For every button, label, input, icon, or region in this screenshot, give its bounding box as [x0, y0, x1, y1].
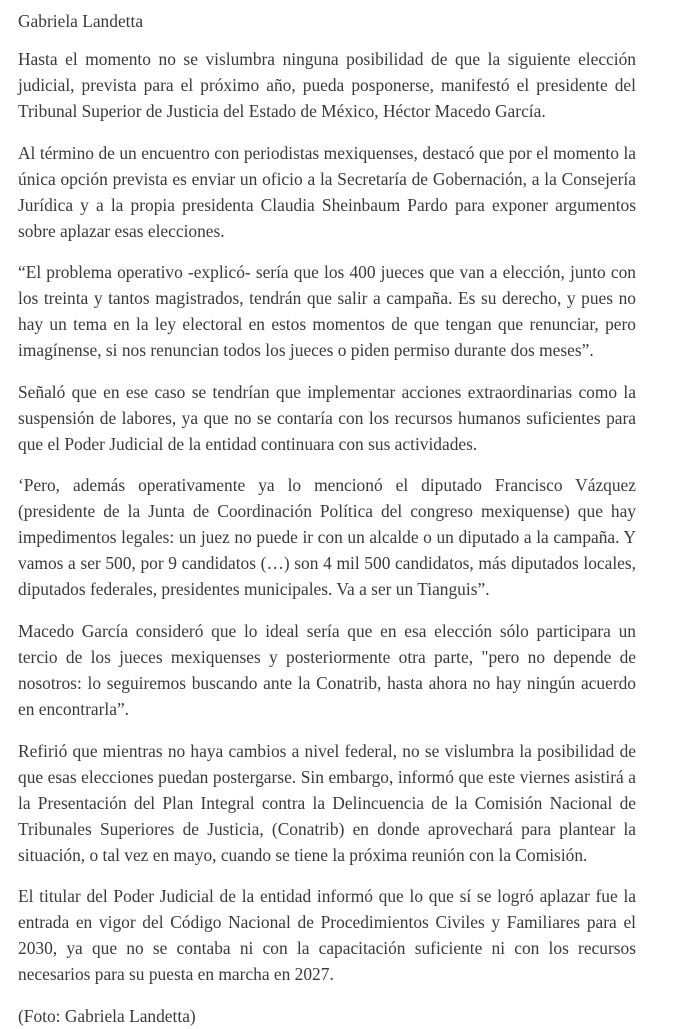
article-paragraph: Señaló que en ese caso se tendrían que implementar acciones extraordinarias como la suspensión de labores, ya que no se contaría con los recursos humanos suficientes para que el Poder Judicial de la entidad continuara con sus actividades. — [18, 381, 636, 454]
article-paragraph: “El problema operativo -explicó- sería que los 400 jueces que van a elección, junto con los treinta y tantos magistrados, tendrán que salir a campaña. Es su derecho, y pues no hay un tema en la ley electoral en estos momentos de que tengan que renunciar, pero imagínense, si nos renuncian todos los jueces o piden permiso durante dos meses”. — [18, 262, 636, 361]
article-paragraph: Hasta el momento no se vislumbra ninguna posibilidad de que la siguiente elección judicial, prevista para el próximo año, pueda posponerse, manifestó el presidente del Tribunal Superior de Justicia del Estado de México, Héctor Macedo García. — [18, 49, 636, 121]
article-paragraph: Al término de un encuentro con periodistas mexiquenses, destacó que por el momento la única opción prevista es enviar un oficio a la Secretaría de Gobernación, a la Consejería Jurídica y a la propia presidenta Claudia Sheinbaum Pardo para exponer argumentos sobre aplazar esas elecciones. — [18, 142, 636, 241]
article-paragraph: ‘Pero, además operativamente ya lo mencionó el diputado Francisco Vázquez (presidente de la Junta de Coordinación Política del congreso mexiquense) que hay impedimentos legales: un juez no puede ir con un alcalde o un diputado a la campaña. Y vamos a ser 500, por 9 candidatos (…) son 4 mil 500 candidatos, más diputados locales, diputados federales, presidentes municipales. Va a ser un Tianguis”. — [18, 475, 636, 600]
article-paragraph: Refirió que mientras no haya cambios a nivel federal, no se vislumbra la posibilidad de que esas elecciones puedan postergarse. Sin embargo, informó que este viernes asistirá a la Presentación del Plan Integral contra la Delincuencia de la Comisión Nacional de Tribunales Superiores de Justicia, (Conatrib) en donde aprovechará para plantear la situación, o tal vez en mayo, cuando se tiene la próxima reunión con la Comisión. — [18, 740, 636, 865]
author-byline: Gabriela Landetta — [18, 11, 144, 31]
article-paragraph: El titular del Poder Judicial de la entidad informó que lo que sí se logró aplazar fue la entrada en vigor del Código Nacional de Procedimientos Civiles y Familiares para el 2030, ya que no se contaba ni con la capacitación suficiente ni con los recursos necesarios para su puesta en marcha en 2027. — [18, 886, 636, 985]
photo-credit: (Foto: Gabriela Landetta) — [18, 1005, 196, 1026]
article-paragraph: Macedo García consideró que lo ideal sería que en esa elección sólo participara un tercio de los jueces mexiquenses y posteriormente otra parte, "pero no depende de nosotros: lo seguiremos buscando ante la Conatrib, hasta ahora no hay ningún acuerdo en encontrarla”. — [18, 620, 636, 719]
